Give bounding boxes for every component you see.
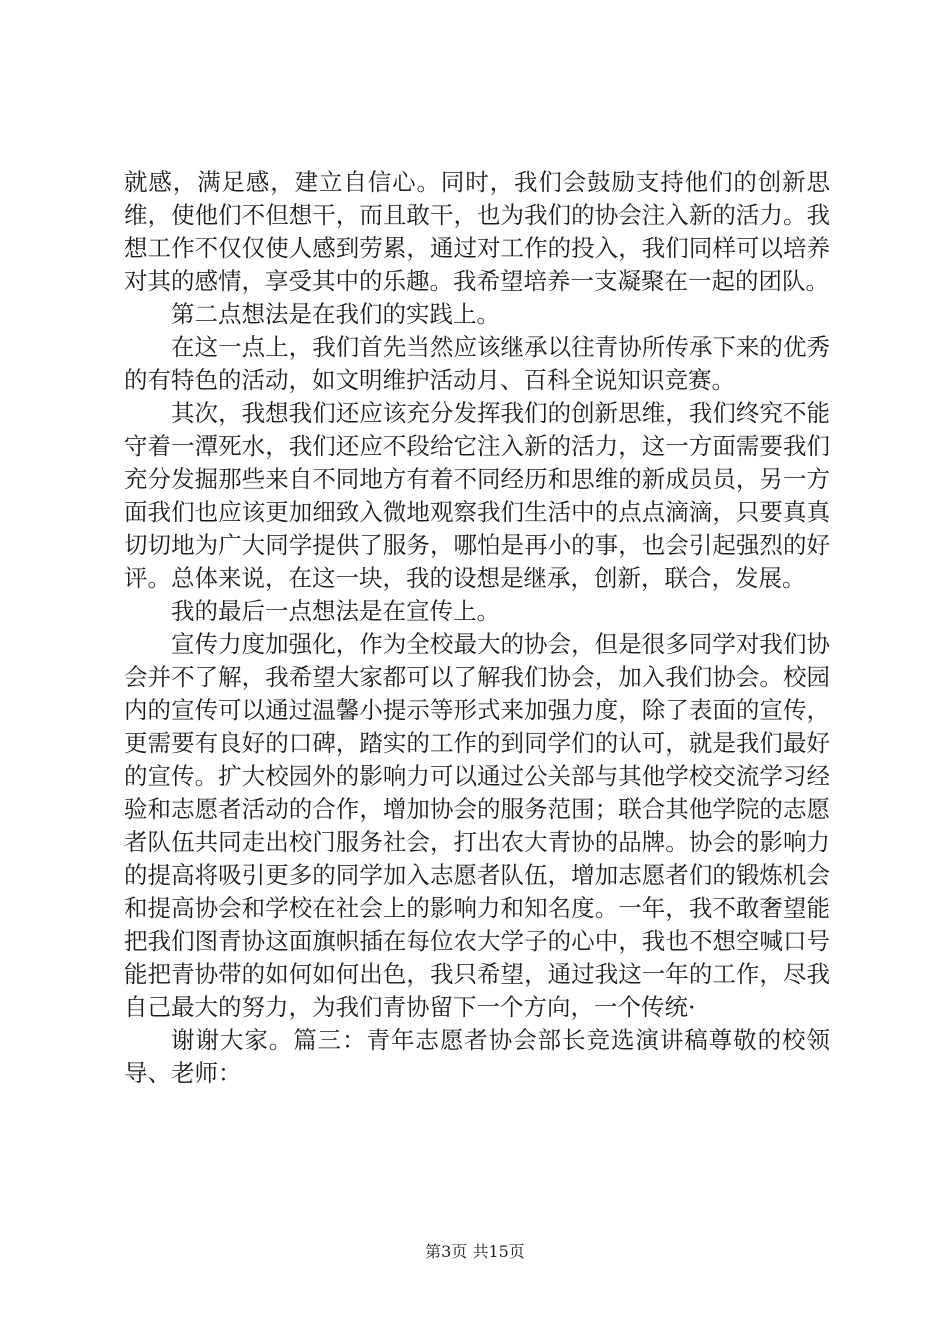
paragraph-7: 谢谢大家。篇三：青年志愿者协会部长竞选演讲稿尊敬的校领导、老师：: [124, 1026, 830, 1087]
paragraph-1: 就感，满足感，建立自信心。同时，我们会鼓励支持他们的创新思维，使他们不但想干，而且敢干，也为我们的协会注入新的活力。我想工作不仅仅使人感到劳累，通过对工作的投入，我们同样可以培养对其的感情，享受其中的乐趣。我希望培养一支凝聚在一起的团队。: [124, 168, 830, 295]
paragraph-3: 在这一点上，我们首先当然应该继承以往青协所传承下来的优秀的有特色的活动，如文明维护活动月、百科全说知识竞赛。: [124, 333, 830, 394]
paragraph-6: 宣传力度加强化，作为全校最大的协会，但是很多同学对我们协会并不了解，我希望大家都可以了解我们协会，加入我们协会。校园内的宣传可以通过温馨小提示等形式来加强力度，除了表面的宣传，更需要有良好的口碑，踏实的工作的到同学们的认可，就是我们最好的宣传。扩大校园外的影响力可以通过公关部与其他学校交流学习经验和志愿者活动的合作，增加协会的服务范围；联合其他学院的志愿者队伍共同走出校门服务社会，打出农大青协的品牌。协会的影响力的提高将吸引更多的同学加入志愿者队伍，增加志愿者们的锻炼机会和提高协会和学校在社会上的影响力和知名度。一年，我不敢奢望能把我们图青协这面旗帜插在每位农大学子的心中，我也不想空喊口号能把青协带的如何如何出色，我只希望，通过我这一年的工作，尽我自己最大的努力，为我们青协留下一个方向，一个传统·: [124, 630, 830, 1021]
paragraph-4: 其次，我想我们还应该充分发挥我们的创新思维，我们终究不能守着一潭死水，我们还应不段给它注入新的活力，这一方面需要我们充分发掘那些来自不同地方有着不同经历和思维的新成员员，另一方面我们也应该更加细致入微地观察我们生活中的点点滴滴，只要真真切切地为广大同学提供了服务，哪怕是再小的事，也会引起强烈的好评。总体来说，在这一块，我的设想是继承，创新，联合，发展。: [124, 399, 830, 592]
paragraph-2: 第二点想法是在我们的实践上。: [171, 300, 500, 328]
paragraph-5: 我的最后一点想法是在宣传上。: [171, 597, 500, 625]
document-body: [124, 166, 830, 1090]
page-number-footer: 第3页 共15页: [425, 1242, 525, 1261]
